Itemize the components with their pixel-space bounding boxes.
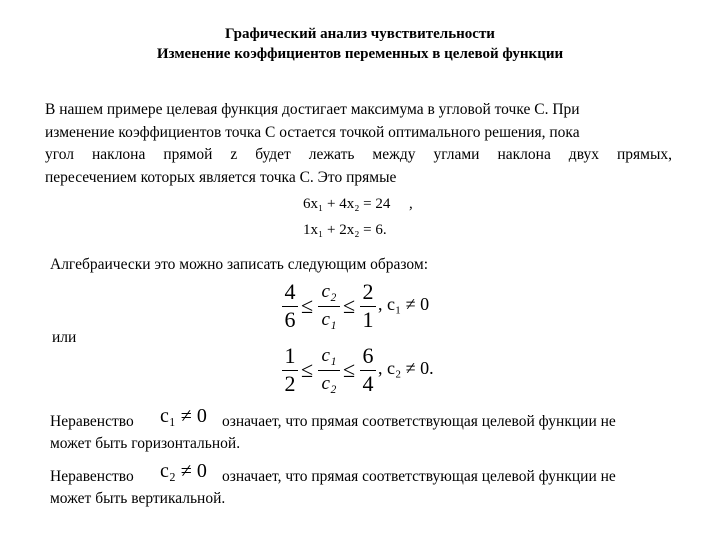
ineq2-leq-1: ≤ xyxy=(301,357,314,382)
note1-expression: c₁ ≠ 0 xyxy=(160,405,207,427)
line-equation-1: 6x₁ + 4x₂ = 24 xyxy=(303,196,391,212)
intro-line-4: пересечением которых является точка C. Это прямые xyxy=(45,168,397,186)
ineq2-leq-2: ≤ xyxy=(343,357,356,382)
note2-prefix: Неравенство xyxy=(50,468,134,485)
note1-prefix: Неравенство xyxy=(50,413,134,430)
ineq1-right-fraction: 2 1 xyxy=(360,281,376,333)
page-title: Графический анализ чувствительности xyxy=(225,26,495,42)
line-equation-2: 1x₁ + 2x₂ = 6. xyxy=(303,222,387,238)
ineq1-leq-2: ≤ xyxy=(343,293,356,318)
ineq1-left-fraction: 4 6 xyxy=(282,281,298,333)
intro-line-2: изменение коэффициентов точка C остается точкой оптимального решения, пока xyxy=(45,123,580,141)
note1-line2: может быть горизонтальной. xyxy=(50,435,241,452)
note2-line2: может быть вертикальной. xyxy=(50,490,226,507)
or-label: или xyxy=(52,329,77,346)
ineq2-condition: , c₂ ≠ 0. xyxy=(378,358,434,378)
page-subtitle: Изменение коэффициентов переменных в целевой функции xyxy=(156,46,564,62)
ineq2-left-fraction: 1 2 xyxy=(282,345,298,397)
intro-paragraph xyxy=(45,99,672,189)
note2-expression: c₂ ≠ 0 xyxy=(160,460,207,482)
ineq2-right-fraction: 6 4 xyxy=(360,345,376,397)
intro-line-3: угол наклона прямой z будет лежать между углами наклона двух прямых, xyxy=(45,146,672,163)
ineq1-condition: , c₁ ≠ 0 xyxy=(378,294,430,314)
line-equation-1-comma: , xyxy=(409,196,413,212)
note2-text: означает, что прямая соответствующая целевой функции не xyxy=(222,468,616,485)
intro-line-1: В нашем примере целевая функция достигает максимума в угловой точке C. При xyxy=(45,101,580,118)
note1-text: означает, что прямая соответствующая целевой функции не xyxy=(222,413,616,430)
ineq2-mid-fraction: c₁ c₂ xyxy=(318,345,340,397)
algebraic-intro: Алгебраически это можно записать следующим образом: xyxy=(50,256,429,273)
ineq1-mid-fraction: c₂ c₁ xyxy=(318,281,340,333)
ineq1-leq-1: ≤ xyxy=(301,293,314,318)
